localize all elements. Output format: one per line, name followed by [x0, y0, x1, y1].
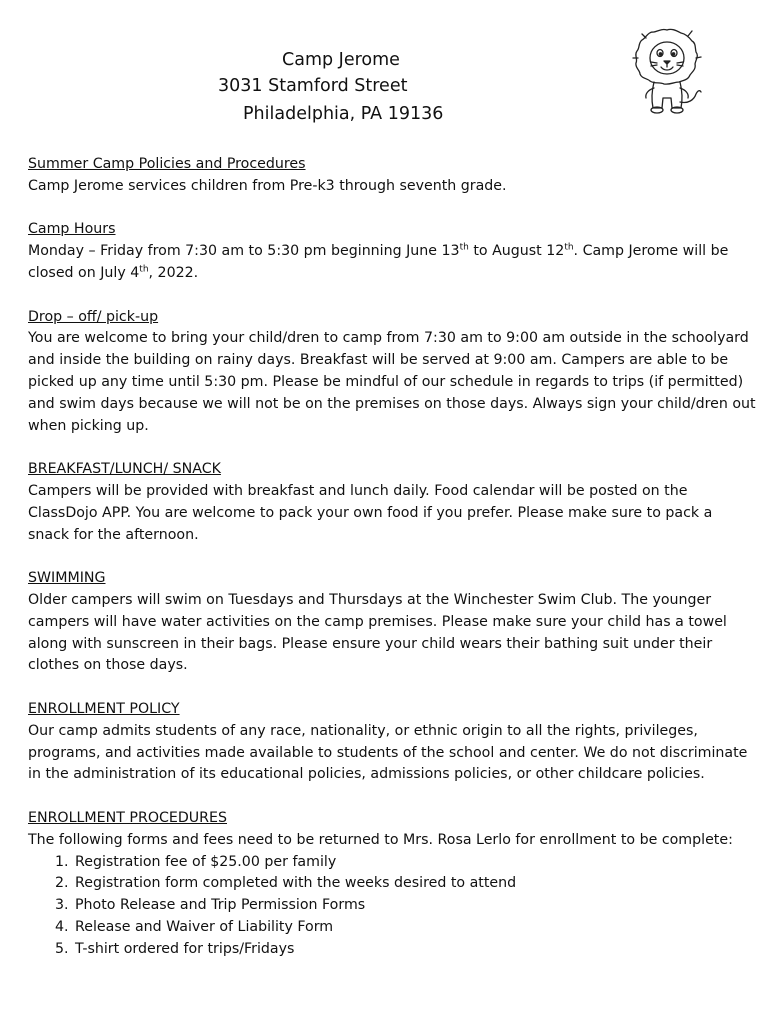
meals-heading: BREAKFAST/LUNCH/ SNACK: [28, 461, 221, 478]
lion-cartoon-icon: [626, 24, 708, 116]
enrollment-policy-heading: ENROLLMENT POLICY: [28, 700, 180, 717]
hours-text-part: to August 12: [468, 243, 565, 260]
enrollment-policy-section: [28, 699, 756, 786]
policies-text: Camp Jerome services children from Pre-k3 through seventh grade.: [28, 177, 507, 194]
meals-section: [28, 459, 756, 546]
dropoff-section: [28, 307, 756, 438]
hours-text-part: , 2022.: [148, 264, 199, 281]
enrollment-policy-text: Our camp admits students of any race, nationality, or ethnic origin to all the rights, privileges, programs, and activities made available to students of the school and center. We do not discriminate in the administration of its educational policies, admissions policies, or other childcare policies.: [28, 722, 748, 783]
camp-name: Camp Jerome: [282, 50, 400, 70]
list-item: 2. Registration form completed with the weeks desired to attend: [73, 873, 756, 895]
dropoff-heading: Drop – off/ pick-up: [28, 308, 159, 325]
list-item: 1. Registration fee of $25.00 per family: [73, 852, 756, 874]
enrollment-requirements-list: [28, 852, 756, 961]
hours-text-part: Monday – Friday from 7:30 am to 5:30 pm beginning June 13: [28, 243, 460, 260]
document-body: [28, 154, 756, 982]
city-state: Philadelphia, PA 19136: [243, 104, 444, 124]
enrollment-procedures-section: [28, 808, 756, 961]
ordinal-suffix: th: [564, 242, 574, 253]
camp-hours-text: [28, 241, 756, 285]
enrollment-procedures-heading: ENROLLMENT PROCEDURES: [28, 809, 227, 826]
list-item: 3. Photo Release and Trip Permission Forms: [73, 895, 756, 917]
hours-text-part: . Camp Jerome will be closed on July 4: [28, 243, 729, 281]
dropoff-text: You are welcome to bring your child/dren to camp from 7:30 am to 9:00 am outside in the schoolyard and inside the building on rainy days. Breakfast will be served at 9:00 am. Campers are able to be picked up any time until 5:30 pm. Please be mindful of our schedule in regards to trips (if permitted) and swim days because we will not be on the premises on those days. Always sign your child/dren out when picking up.: [28, 330, 756, 434]
ordinal-suffix: th: [139, 264, 149, 275]
swimming-section: [28, 568, 756, 677]
camp-hours-section: [28, 219, 756, 284]
swimming-text: Older campers will swim on Tuesdays and Thursdays at the Winchester Swim Club. The younger campers will have water activities on the camp premises. Please make sure your child has a towel along with sunscreen in their bags. Please ensure your child wears their bathing suit under their clothes on those days.: [28, 591, 727, 674]
street-address: 3031 Stamford Street: [218, 76, 408, 96]
camp-hours-heading: Camp Hours: [28, 221, 116, 238]
meals-text: Campers will be provided with breakfast and lunch daily. Food calendar will be posted on the ClassDojo APP. You are welcome to pack your own food if you prefer. Please make sure to pack a snack for the afternoon.: [28, 482, 713, 543]
enrollment-procedures-intro: The following forms and fees need to be returned to Mrs. Rosa Lerlo for enrollment to be complete:: [28, 831, 733, 848]
list-item: 4. Release and Waiver of Liability Form: [73, 917, 756, 939]
ordinal-suffix: th: [459, 242, 469, 253]
list-item: 5. T-shirt ordered for trips/Fridays: [73, 939, 756, 961]
swimming-heading: SWIMMING: [28, 570, 106, 587]
policies-heading: Summer Camp Policies and Procedures: [28, 156, 306, 172]
policies-section: [28, 154, 756, 198]
